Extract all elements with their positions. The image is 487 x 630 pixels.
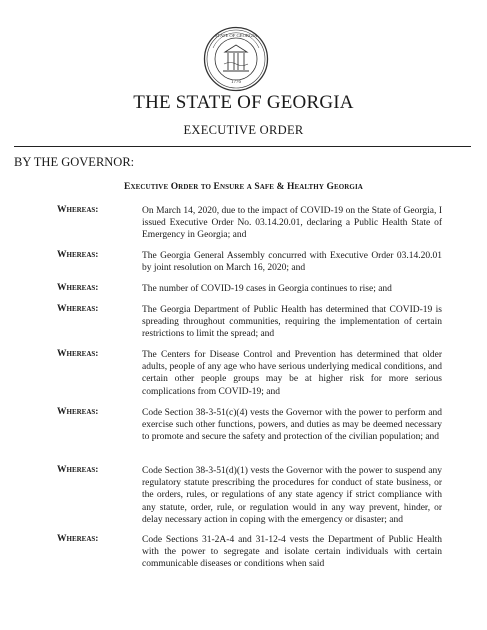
header-divider — [14, 146, 471, 147]
whereas-text: The Georgia General Assembly concurred with Executive Order 03.14.20.01 by joint resolution on March 16, 2020; and — [142, 251, 442, 274]
whereas-text: On March 14, 2020, due to the impact of COVID-19 on the State of Georgia, I issued Executive Order No. 03.14.20.01, declaring a Public Health State of Emergency in Georgia; and — [142, 206, 442, 241]
whereas-label: Whereas: — [57, 465, 99, 475]
whereas-label: Whereas: — [57, 250, 99, 260]
whereas-text: The Georgia Department of Public Health has determined that COVID-19 is spreading throughout communities, requiring the implementation of certain restrictions to limit the spread; and — [142, 305, 442, 340]
whereas-text: Code Section 38-3-51(d)(1) vests the Governor with the power to suspend any regulatory statute prescribing the procedures for conduct of state business, or the orders, rules, or regulations of any state agency if strict compliance with any statute, order, rule, or regulation would in any way prevent, hinder, or delay necessary action in coping with the emergency or disaster; and — [142, 466, 442, 525]
whereas-label: Whereas: — [57, 283, 99, 293]
whereas-label: Whereas: — [57, 349, 99, 359]
state-seal-icon — [203, 26, 269, 92]
seal-text: STATE OF GEORGIA — [214, 33, 258, 38]
order-title: Executive Order to Ensure a Safe & Healthy Georgia — [124, 182, 363, 192]
whereas-label: Whereas: — [57, 534, 99, 544]
whereas-label: Whereas: — [57, 304, 99, 314]
whereas-label: Whereas: — [57, 407, 99, 417]
whereas-text: Code Sections 31-2A-4 and 31-12-4 vests the Department of Public Health with the power to segregate and isolate certain individuals with certain communicable diseases or conditions when said — [142, 535, 442, 570]
whereas-text: The Centers for Disease Control and Prevention has determined that older adults, people of any age who have serious underlying medical conditions, and certain other people groups may be at higher risk for more serious complications from COVID-19; and — [142, 350, 442, 397]
whereas-label: Whereas: — [57, 205, 99, 215]
document-type: EXECUTIVE ORDER — [183, 123, 304, 137]
whereas-text: Code Section 38-3-51(c)(4) vests the Governor with the power to perform and exercise such other functions, powers, and duties as may be deemed necessary to promote and secure the safety and protection of the civilian population; and — [142, 408, 442, 443]
whereas-text: The number of COVID-19 cases in Georgia continues to rise; and — [142, 284, 392, 294]
state-title: THE STATE OF GEORGIA — [133, 92, 354, 113]
seal-year: 1776 — [231, 80, 241, 85]
by-the-governor: BY THE GOVERNOR: — [14, 155, 135, 169]
